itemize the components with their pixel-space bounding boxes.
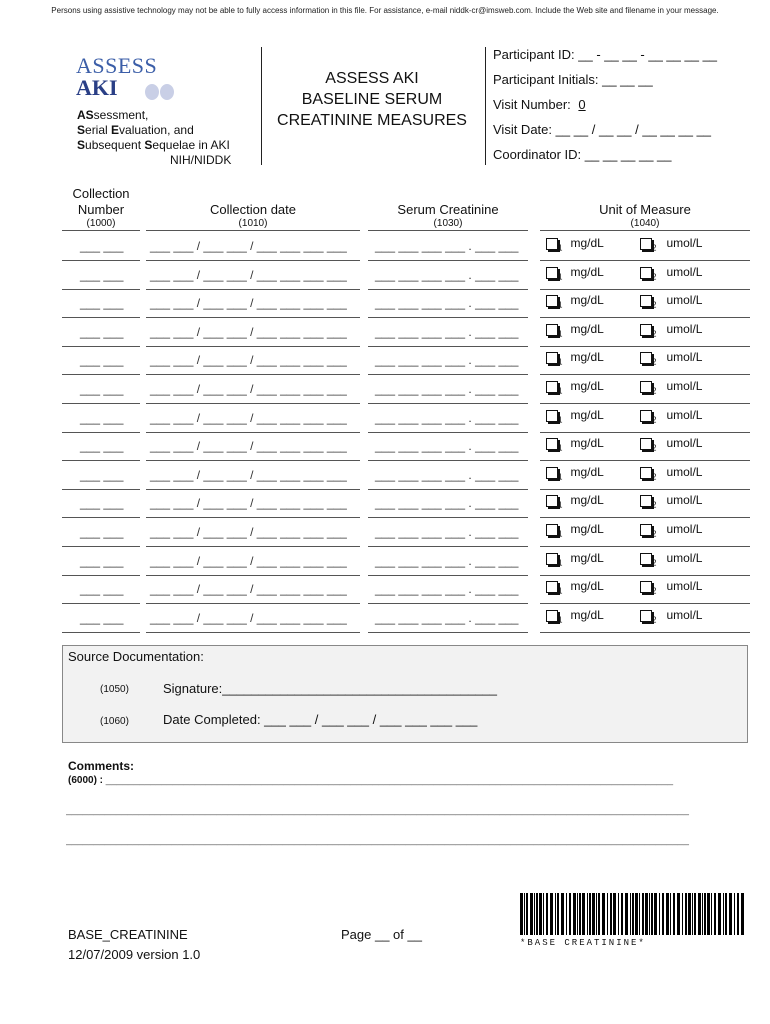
- table-row: [0, 434, 770, 460]
- barcode-bar: [651, 893, 653, 935]
- collection-date-field[interactable]: ___ ___ / ___ ___ / ___ ___ ___ ___: [150, 325, 347, 339]
- barcode-bar: [520, 893, 523, 935]
- unit-option-mgdl[interactable]: $_1$ mg/dL: [546, 408, 604, 424]
- table-row: [0, 348, 770, 374]
- barcode-bar: [582, 893, 585, 935]
- unit-option-umol[interactable]: $_2$ umol/L: [640, 608, 702, 624]
- checkbox-icon[interactable]: [546, 324, 558, 336]
- agency-label: NIH/NIDDK: [170, 153, 232, 167]
- collection-number-field[interactable]: ___ ___: [80, 239, 124, 253]
- checkbox-icon[interactable]: [640, 267, 652, 279]
- barcode-bar: [698, 893, 701, 935]
- checkbox-icon[interactable]: [640, 495, 652, 507]
- checkbox-icon[interactable]: [640, 524, 652, 536]
- collection-number-field[interactable]: ___ ___: [80, 439, 124, 453]
- study-acronym: ASsessment, Serial Evaluation, and Subsequent Sequelae in AKI: [77, 108, 230, 152]
- collection-date-field[interactable]: ___ ___ / ___ ___ / ___ ___ ___ ___: [150, 239, 347, 253]
- collection-number-field[interactable]: ___ ___: [80, 353, 124, 367]
- barcode-bar: [635, 893, 638, 935]
- table-row: [0, 320, 770, 346]
- barcode-bar: [707, 893, 710, 935]
- serum-creatinine-field[interactable]: ___ ___ ___ ___ . ___ ___: [375, 611, 519, 625]
- checkbox-icon[interactable]: [546, 610, 558, 622]
- table-row: [0, 234, 770, 260]
- barcode-bar: [682, 893, 683, 935]
- comments-line-3[interactable]: ________________________________________________________________________________________________________________: [66, 835, 689, 846]
- barcode-bar: [536, 893, 538, 935]
- barcode-bar: [729, 893, 732, 935]
- barcode-bar: [543, 893, 544, 935]
- unit-option-mgdl[interactable]: $_1$ mg/dL: [546, 236, 604, 252]
- collection-number-field[interactable]: ___ ___: [80, 468, 124, 482]
- collection-number-field[interactable]: ___ ___: [80, 611, 124, 625]
- barcode-bar: [673, 893, 675, 935]
- collection-number-field[interactable]: ___ ___: [80, 296, 124, 310]
- visit-number-value: 0: [578, 97, 586, 112]
- col-code-1040: (1040): [630, 218, 660, 229]
- barcode-bar: [723, 893, 724, 935]
- barcode-bar: [630, 893, 631, 935]
- barcode-bar: [534, 893, 535, 935]
- barcode-bar: [725, 893, 727, 935]
- unit-option-umol[interactable]: $_2$ umol/L: [640, 322, 702, 338]
- unit-option-umol[interactable]: $_2$ umol/L: [640, 436, 702, 452]
- checkbox-icon[interactable]: [546, 553, 558, 565]
- barcode-bar: [639, 893, 640, 935]
- checkbox-icon[interactable]: [546, 410, 558, 422]
- checkbox-icon[interactable]: [546, 524, 558, 536]
- collection-date-field[interactable]: ___ ___ / ___ ___ / ___ ___ ___ ___: [150, 382, 347, 396]
- collection-date-field[interactable]: ___ ___ / ___ ___ / ___ ___ ___ ___: [150, 411, 347, 425]
- unit-option-umol[interactable]: $_2$ umol/L: [640, 493, 702, 509]
- unit-option-mgdl[interactable]: $_1$ mg/dL: [546, 465, 604, 481]
- unit-option-mgdl[interactable]: $_1$ mg/dL: [546, 322, 604, 338]
- barcode-bar: [714, 893, 716, 935]
- unit-option-mgdl[interactable]: $_1$ mg/dL: [546, 493, 604, 509]
- assess-aki-logo: [76, 55, 186, 105]
- barcode-bar: [642, 893, 644, 935]
- collection-number-field[interactable]: ___ ___: [80, 411, 124, 425]
- coordinator-id-field[interactable]: Coordinator ID: __ __ __ __ __: [493, 147, 672, 162]
- visit-date-field[interactable]: Visit Date: __ __ / __ __ / __ __ __ __: [493, 122, 712, 137]
- table-row: [0, 577, 770, 603]
- barcode-bar: [654, 893, 657, 935]
- serum-creatinine-field[interactable]: ___ ___ ___ ___ . ___ ___: [375, 239, 519, 253]
- table-row: [0, 549, 770, 575]
- collection-date-field[interactable]: ___ ___ / ___ ___ / ___ ___ ___ ___: [150, 468, 347, 482]
- collection-number-field[interactable]: ___ ___: [80, 554, 124, 568]
- barcode-bar: [524, 893, 525, 935]
- barcode-bar: [557, 893, 559, 935]
- logo-word-aki: AKI: [76, 75, 118, 100]
- barcode-bar: [566, 893, 567, 935]
- serum-creatinine-field[interactable]: ___ ___ ___ ___ . ___ ___: [375, 382, 519, 396]
- barcode-bar: [569, 893, 571, 935]
- col-code-1030: (1030): [433, 218, 463, 229]
- unit-option-umol[interactable]: $_2$ umol/L: [640, 522, 702, 538]
- unit-option-umol[interactable]: $_2$ umol/L: [640, 379, 702, 395]
- collection-date-field[interactable]: ___ ___ / ___ ___ / ___ ___ ___ ___: [150, 496, 347, 510]
- form-name: BASE_CREATININE: [68, 927, 188, 942]
- checkbox-icon[interactable]: [546, 467, 558, 479]
- col-code-1010: (1010): [238, 218, 268, 229]
- unit-option-umol[interactable]: $_2$ umol/L: [640, 551, 702, 567]
- checkbox-icon[interactable]: [640, 467, 652, 479]
- serum-creatinine-field[interactable]: ___ ___ ___ ___ . ___ ___: [375, 439, 519, 453]
- col-header-serum-creatinine: Serum Creatinine: [397, 202, 499, 217]
- collection-number-field[interactable]: ___ ___: [80, 525, 124, 539]
- col-header-collection-number: Collection Number: [72, 186, 130, 217]
- barcode-bar: [589, 893, 591, 935]
- unit-option-umol[interactable]: $_2$ umol/L: [640, 265, 702, 281]
- col-code-1000: (1000): [86, 218, 116, 229]
- collection-number-field[interactable]: ___ ___: [80, 582, 124, 596]
- barcode-bar: [685, 893, 687, 935]
- form-version: 12/07/2009 version 1.0: [68, 947, 201, 962]
- serum-creatinine-field[interactable]: ___ ___ ___ ___ . ___ ___: [375, 468, 519, 482]
- barcode-bar: [550, 893, 553, 935]
- table-row: [0, 606, 770, 632]
- collection-date-field[interactable]: ___ ___ / ___ ___ / ___ ___ ___ ___: [150, 268, 347, 282]
- serum-creatinine-field[interactable]: ___ ___ ___ ___ . ___ ___: [375, 496, 519, 510]
- barcode-bar: [592, 893, 595, 935]
- checkbox-icon[interactable]: [546, 238, 558, 250]
- serum-creatinine-field[interactable]: ___ ___ ___ ___ . ___ ___: [375, 268, 519, 282]
- table-row: [0, 463, 770, 489]
- checkbox-icon[interactable]: [640, 352, 652, 364]
- barcode-bar: [737, 893, 739, 935]
- barcode-bar: [598, 893, 600, 935]
- table-row: [0, 377, 770, 403]
- checkbox-icon[interactable]: [640, 438, 652, 450]
- barcode-bar: [539, 893, 542, 935]
- date-completed-code: (1060): [100, 716, 129, 727]
- checkbox-icon[interactable]: [640, 553, 652, 565]
- unit-option-umol[interactable]: $_2$ umol/L: [640, 465, 702, 481]
- barcode-bar: [607, 893, 608, 935]
- barcode-bar: [645, 893, 648, 935]
- comments-line-2[interactable]: ________________________________________________________________________________________________________________: [66, 805, 689, 816]
- serum-creatinine-field[interactable]: ___ ___ ___ ___ . ___ ___: [375, 296, 519, 310]
- barcode-bar: [718, 893, 721, 935]
- barcode-bar: [561, 893, 564, 935]
- serum-creatinine-field[interactable]: ___ ___ ___ ___ . ___ ___: [375, 554, 519, 568]
- checkbox-icon[interactable]: [640, 381, 652, 393]
- unit-option-mgdl[interactable]: $_1$ mg/dL: [546, 551, 604, 567]
- participant-id-field[interactable]: Participant ID: __ - __ __ - __ __ __ __: [493, 47, 718, 62]
- barcode-bar: [530, 893, 533, 935]
- barcode-bar: [625, 893, 628, 935]
- unit-option-mgdl[interactable]: $_1$ mg/dL: [546, 579, 604, 595]
- unit-option-mgdl[interactable]: $_1$ mg/dL: [546, 265, 604, 281]
- serum-creatinine-field[interactable]: ___ ___ ___ ___ . ___ ___: [375, 582, 519, 596]
- date-completed-field[interactable]: Date Completed: ___ ___ / ___ ___ / ___ ___ ___ ___: [163, 712, 478, 727]
- collection-number-field[interactable]: ___ ___: [80, 382, 124, 396]
- signature-code: (1050): [100, 684, 129, 695]
- barcode-bar: [649, 893, 650, 935]
- barcode-bar: [688, 893, 691, 935]
- collection-date-field[interactable]: ___ ___ / ___ ___ / ___ ___ ___ ___: [150, 554, 347, 568]
- checkbox-icon[interactable]: [546, 295, 558, 307]
- barcode-bar: [618, 893, 619, 935]
- checkbox-icon[interactable]: [640, 295, 652, 307]
- table-row: [0, 491, 770, 517]
- collection-number-field[interactable]: ___ ___: [80, 268, 124, 282]
- checkbox-icon[interactable]: [546, 581, 558, 593]
- unit-option-mgdl[interactable]: $_1$ mg/dL: [546, 522, 604, 538]
- col-header-collection-date: Collection date: [210, 202, 296, 217]
- collection-date-field[interactable]: ___ ___ / ___ ___ / ___ ___ ___ ___: [150, 353, 347, 367]
- checkbox-icon[interactable]: [640, 324, 652, 336]
- barcode-bar: [610, 893, 612, 935]
- barcode-bar: [711, 893, 712, 935]
- barcode-bar: [596, 893, 597, 935]
- collection-date-field[interactable]: ___ ___ / ___ ___ / ___ ___ ___ ___: [150, 582, 347, 596]
- participant-initials-field[interactable]: Participant Initials: __ __ __: [493, 72, 653, 87]
- barcode-bar: [670, 893, 671, 935]
- unit-option-umol[interactable]: $_2$ umol/L: [640, 408, 702, 424]
- table-row: [0, 291, 770, 317]
- kidney-icon: [140, 83, 180, 101]
- barcode-bar: [621, 893, 623, 935]
- collection-date-field[interactable]: ___ ___ / ___ ___ / ___ ___ ___ ___: [150, 439, 347, 453]
- checkbox-icon[interactable]: [640, 410, 652, 422]
- serum-creatinine-field[interactable]: ___ ___ ___ ___ . ___ ___: [375, 353, 519, 367]
- collection-number-field[interactable]: ___ ___: [80, 496, 124, 510]
- signature-field[interactable]: Signature:______________________________________: [163, 681, 498, 696]
- unit-option-mgdl[interactable]: $_1$ mg/dL: [546, 436, 604, 452]
- checkbox-icon[interactable]: [640, 610, 652, 622]
- source-heading: Source Documentation:: [68, 649, 204, 664]
- comments-heading: Comments:: [68, 759, 135, 773]
- collection-date-field[interactable]: ___ ___ / ___ ___ / ___ ___ ___ ___: [150, 611, 347, 625]
- barcode-bar: [613, 893, 616, 935]
- checkbox-icon[interactable]: [546, 267, 558, 279]
- checkbox-icon[interactable]: [546, 381, 558, 393]
- barcode-bar: [526, 893, 528, 935]
- barcode-bar: [692, 893, 693, 935]
- barcode-bar: [704, 893, 706, 935]
- checkbox-icon[interactable]: [640, 238, 652, 250]
- unit-option-mgdl[interactable]: $_1$ mg/dL: [546, 293, 604, 309]
- serum-creatinine-field[interactable]: ___ ___ ___ ___ . ___ ___: [375, 325, 519, 339]
- barcode-bar: [546, 893, 548, 935]
- unit-option-umol[interactable]: $_2$ umol/L: [640, 293, 702, 309]
- barcode-bar: [734, 893, 735, 935]
- barcode-bar: [666, 893, 669, 935]
- unit-option-umol[interactable]: $_2$ umol/L: [640, 579, 702, 595]
- unit-option-mgdl[interactable]: $_1$ mg/dL: [546, 350, 604, 366]
- barcode-bar: [573, 893, 576, 935]
- checkbox-icon[interactable]: [546, 352, 558, 364]
- barcode-bar: [579, 893, 581, 935]
- barcode-bar: [587, 893, 588, 935]
- barcode-bar: [577, 893, 578, 935]
- serum-creatinine-field[interactable]: ___ ___ ___ ___ . ___ ___: [375, 411, 519, 425]
- unit-option-mgdl[interactable]: $_1$ mg/dL: [546, 608, 604, 624]
- source-documentation-box: [62, 645, 748, 743]
- form-title: ASSESS AKI BASELINE SERUM CREATININE MEASURES: [277, 70, 467, 129]
- table-row: [0, 406, 770, 432]
- checkbox-icon[interactable]: [640, 581, 652, 593]
- comments-line-1[interactable]: (6000) : ______________________________________________________________________________________________________: [68, 775, 674, 786]
- barcode-bar: [702, 893, 703, 935]
- visit-number-field[interactable]: Visit Number: 0: [493, 97, 586, 112]
- accessibility-notice: Persons using assistive technology may not be able to fully access information in this file. For assistance, e-mail niddk-cr@imsweb.com. Include the Web site and filename in your message.: [51, 6, 719, 15]
- unit-option-umol[interactable]: $_2$ umol/L: [640, 350, 702, 366]
- barcode-bar: [555, 893, 556, 935]
- collection-date-field[interactable]: ___ ___ / ___ ___ / ___ ___ ___ ___: [150, 525, 347, 539]
- barcode-bar: [602, 893, 605, 935]
- barcode-bar: [677, 893, 680, 935]
- barcode-bar: [741, 893, 744, 935]
- barcode-bar: [694, 893, 696, 935]
- table-row: [0, 263, 770, 289]
- page-number: Page __ of __: [341, 927, 422, 942]
- col-header-unit-of-measure: Unit of Measure: [599, 202, 691, 217]
- collection-number-field[interactable]: ___ ___: [80, 325, 124, 339]
- barcode-bar: [632, 893, 634, 935]
- unit-option-umol[interactable]: $_2$ umol/L: [640, 236, 702, 252]
- checkbox-icon[interactable]: [546, 495, 558, 507]
- barcode-bar: [659, 893, 660, 935]
- header-divider-right: [485, 47, 486, 165]
- barcode-bar: [662, 893, 664, 935]
- barcode: [520, 893, 745, 935]
- checkbox-icon[interactable]: [546, 438, 558, 450]
- collection-date-field[interactable]: ___ ___ / ___ ___ / ___ ___ ___ ___: [150, 296, 347, 310]
- table-row: [0, 520, 770, 546]
- unit-option-mgdl[interactable]: $_1$ mg/dL: [546, 379, 604, 395]
- barcode-text: *BASE CREATININE*: [520, 938, 646, 948]
- logo-word-assess: ASSESS: [76, 53, 158, 78]
- serum-creatinine-field[interactable]: ___ ___ ___ ___ . ___ ___: [375, 525, 519, 539]
